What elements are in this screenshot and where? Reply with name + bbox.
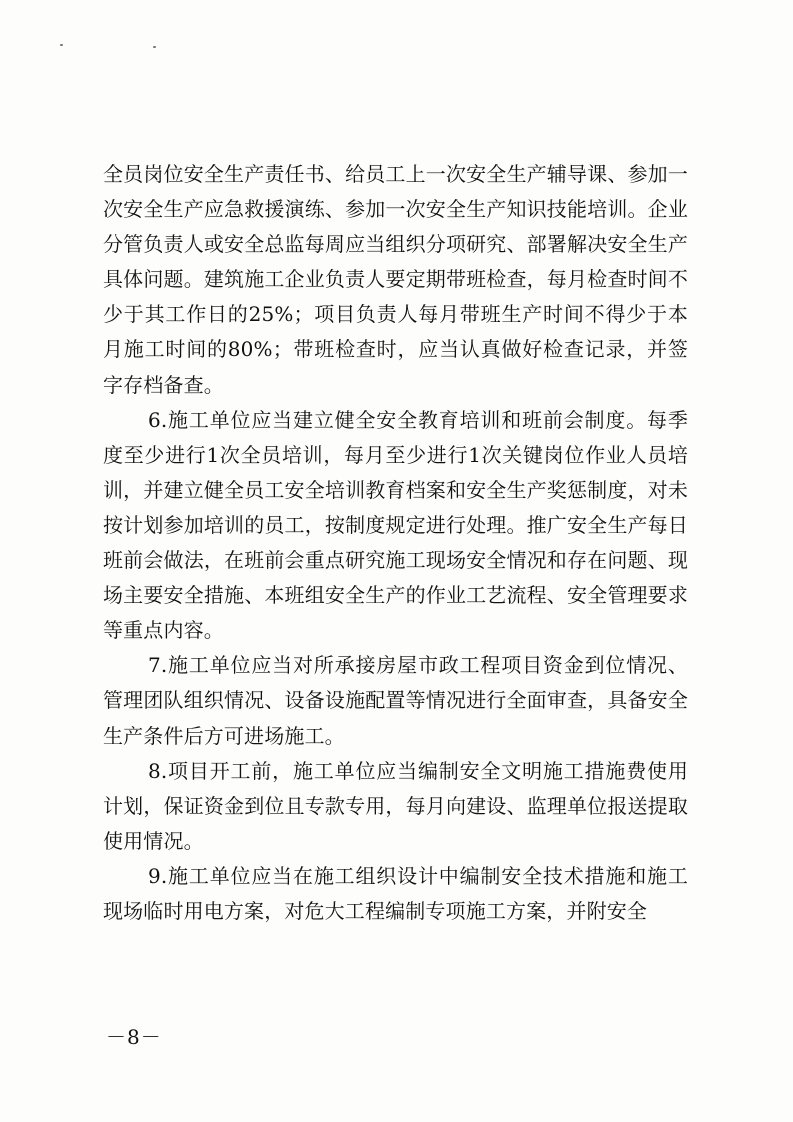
paragraph-item-7: 7.施工单位应当对所承接房屋市政工程项目资金到位情况、管理团队组织情况、设备设施配置等情况进行全面审查，具备安全生产条件后方可进场施工。 xyxy=(103,653,688,748)
paragraph-item-9: 9.施工单位应当在施工组织设计中编制安全技术措施和施工现场临时用电方案，对危大工程编制专项施工方案，并附安全 xyxy=(103,863,688,923)
paragraph-item-8: 8.项目开工前，施工单位应当编制安全文明施工措施费使用计划，保证资金到位且专款专用，每月向建设、监理单位报送提取使用情况。 xyxy=(103,758,688,853)
body-text xyxy=(103,157,688,929)
page-number: －8－ xyxy=(106,1025,162,1049)
paragraph-continuation: 全员岗位安全生产责任书、给员工上一次安全生产辅导课、参加一次安全生产应急救援演练、参加一次安全生产知识技能培训。企业分管负责人或安全总监每周应当组织分项研究、部署解决安全生产具体问题。建筑施工企业负责人要定期带班检查，每月检查时间不少于其工作日的25%；项目负责人每月带班生产时间不得少于本月施工时间的80%；带班检查时，应当认真做好检查记录，并签字存档备查。 xyxy=(103,162,688,397)
scan-speck xyxy=(153,46,156,48)
scan-speck xyxy=(60,44,63,46)
paragraph-item-6: 6.施工单位应当建立健全安全教育培训和班前会制度。每季度至少进行1次全员培训，每月至少进行1次关键岗位作业人员培训，并建立健全员工安全培训教育档案和安全生产奖惩制度，对未按计划参加培训的员工，按制度规定进行处理。推广安全生产每日班前会做法，在班前会重点研究施工现场安全情况和存在问题、现场主要安全措施、本班组安全生产的作业工艺流程、安全管理要求等重点内容。 xyxy=(103,407,688,643)
